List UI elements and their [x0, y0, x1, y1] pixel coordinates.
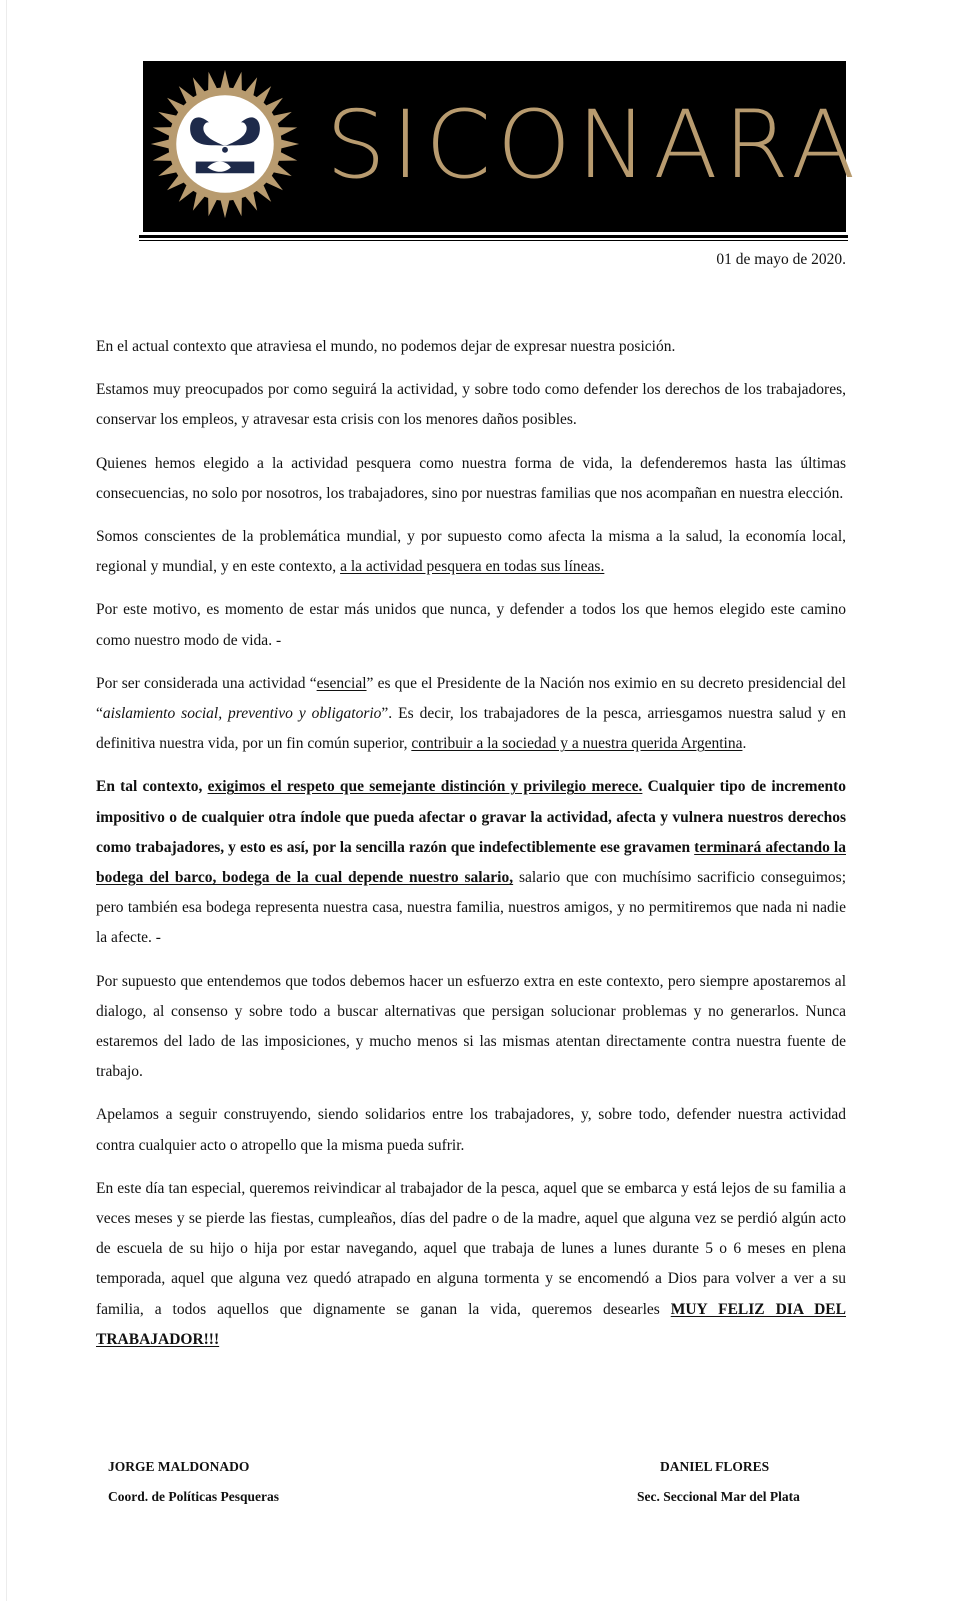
paragraph-6-decree-name: aislamiento social, preventivo y obligatorio [102, 705, 382, 723]
paragraph-7-demand: exigimos el respeto que semejante distinción y privilegio merece. [207, 778, 643, 796]
paragraph-5: Por este motivo, es momento de estar más unidos que nunca, y defender a todos los que hemos elegido este camino como nuestro modo de vida. - [96, 601, 846, 649]
letter-body [96, 332, 846, 1368]
signature-right-name: DANIEL FLORES [660, 1459, 770, 1474]
header-rule-thin [139, 240, 848, 241]
union-seal-logo [147, 66, 303, 222]
paragraph-7-text-c: salario que con muchísimo sacrificio conseguimos; pero también esa bodega representa nuestra casa, nuestra familia, nuestros amigos, y no permitiremos que nada ni nadie la afecte. - [96, 869, 846, 947]
paragraph-4 [96, 522, 846, 582]
paragraph-7 [96, 772, 846, 953]
paragraph-6 [96, 669, 846, 760]
paragraph-6-text-b: ” es que el Presidente de la Nación nos eximio en su decreto presidencial del “ [96, 674, 846, 723]
paragraph-6-esencial: esencial [316, 674, 367, 692]
paragraph-10 [96, 1174, 846, 1355]
letterhead-banner [143, 61, 862, 232]
paragraph-2: Estamos muy preocupados por como seguirá la actividad, y sobre todo como defender los derechos de los trabajadores, conservar los empleos, y atravesar esta crisis con los menores daños posibles. [96, 381, 846, 429]
paragraph-4-text: Somos conscientes de la problemática mundial, y por supuesto como afecta la misma a la salud, la economía local, regional y mundial, y en este contexto, [96, 528, 846, 576]
paragraph-6-text-c: ”. Es decir, los trabajadores de la pesca, arriesgamos nuestra salud y en definitiva nuestra vida, por un fin común superior, [96, 705, 846, 753]
paragraph-6-underlined: contribuir a la sociedad y a nuestra querida Argentina [411, 735, 743, 753]
paragraph-10-text: En este día tan especial, queremos reivindicar al trabajador de la pesca, aquel que se embarca y está lejos de su familia a veces meses y se pierde las fiestas, cumpleaños, días del padre o de la madre, aquel que alguna vez se perdió algún acto de escuela de su hijo o hija por estar navegando, aquel que trabaja de lunes a lunes durante 5 o 6 meses en plena temporada, aquel que alguna vez quedó atrapado en alguna tormenta y se encomendó a Dios para volver a ver a su familia, a todos aquellos que dignamente se ganan la vida, queremos desearles [96, 1179, 846, 1318]
signature-left-title: Coord. de Políticas Pesqueras [108, 1489, 279, 1504]
brand-name: SICONARA [326, 91, 862, 200]
signature-right-title: Sec. Seccional Mar del Plata [637, 1489, 800, 1504]
paragraph-9: Apelamos a seguir construyendo, siendo solidarios entre los trabajadores, y, sobre todo, defender nuestra actividad contra cualquier acto o atropello que la misma pueda sufrir. [96, 1106, 846, 1154]
paragraph-7-text-b: Cualquier tipo de incremento impositivo o de cualquier otra índole que pueda afectar o gravar la actividad, afecta y vulnera nuestros derechos como trabajadores, y esto es así, por la sencilla razón que indefectiblemente ese gravamen [96, 778, 846, 856]
letter-date: 01 de mayo de 2020. [716, 251, 846, 268]
paragraph-7-bodega: terminará afectando la bodega del barco, bodega de la cual depende nuestro salario, [96, 838, 846, 887]
paragraph-7-text-a: En tal contexto, [96, 778, 208, 796]
paragraph-1: En el actual contexto que atraviesa el mundo, no podemos dejar de expresar nuestra posición. [96, 338, 676, 355]
page-edge [6, 0, 7, 1601]
paragraph-4-underlined: a la actividad pesquera en todas sus líneas. [340, 558, 605, 576]
paragraph-6-text-a: Por ser considerada una actividad “ [96, 674, 317, 692]
header-rule [139, 235, 848, 238]
closing-greeting: MUY FELIZ DIA DEL TRABAJADOR!!! [96, 1300, 846, 1348]
paragraph-8: Por supuesto que entendemos que todos debemos hacer un esfuerzo extra en este contexto, pero siempre apostaremos al dialogo, al consenso y sobre todo a buscar alternativas que persigan solucionar problemas y no generarlos. Nunca estaremos del lado de las imposiciones, y mucho menos si las mismas atentan directamente contra nuestra fuente de trabajo. [96, 972, 846, 1081]
signature-left-name: JORGE MALDONADO [108, 1459, 250, 1474]
paragraph-3: Quienes hemos elegido a la actividad pesquera como nuestra forma de vida, la defenderemos hasta las últimas consecuencias, no solo por nosotros, los trabajadores, sino por nuestras familias que nos acompañan en nuestra elección. [96, 454, 846, 502]
paragraph-6-end: . [742, 735, 747, 753]
